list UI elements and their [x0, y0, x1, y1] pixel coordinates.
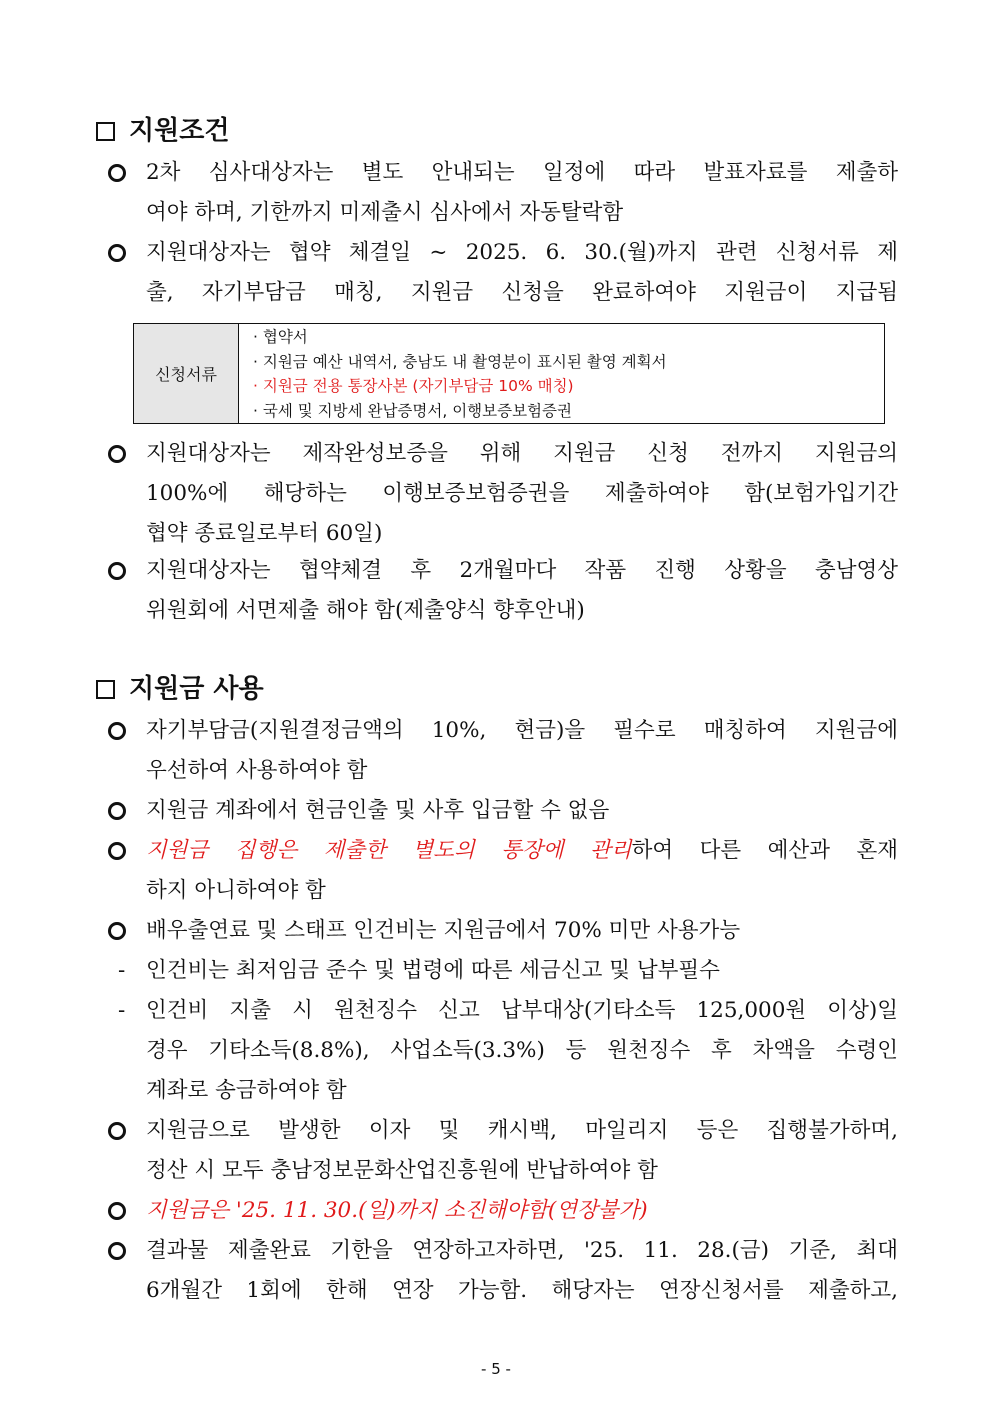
circle-bullet-icon	[108, 922, 126, 940]
circle-bullet-icon	[108, 802, 126, 820]
dash-bullet-icon: -	[118, 958, 126, 983]
condition-item-3: 지원대상자는 제작완성보증을 위해 지원금 신청 전까지 지원금의 100%에 해당하는 이행보증보험증권을 제출하여야 함(보험가입기간 협약 종료일로부터 60일)	[108, 434, 898, 554]
section-title-usage: 지원금 사용	[96, 672, 264, 706]
usage-item-3: 지원금 집행은 제출한 별도의 통장에 관리하여 다른 예산과 혼재 하지 아니하여야 함	[108, 831, 898, 911]
highlighted-text: 지원금은 '25. 11. 30.(일)까지 소진해야함(연장불가)	[146, 1198, 648, 1223]
doc-item: · 지원금 예산 내역서, 충남도 내 촬영분이 표시된 촬영 계획서	[253, 352, 667, 371]
circle-bullet-icon	[108, 722, 126, 740]
page-number: - 5 -	[481, 1360, 511, 1378]
section-title-conditions: 지원조건	[96, 114, 229, 148]
circle-bullet-icon	[108, 445, 126, 463]
doc-item-highlighted: · 지원금 전용 통장사본 (자기부담금 10% 매칭)	[253, 377, 574, 395]
usage-item-7: 결과물 제출완료 기한을 연장하고자하면, '25. 11. 28.(금) 기준, 최대 6개월간 1회에 한해 연장 가능함. 해당자는 연장신청서를 제출하고,	[108, 1231, 898, 1311]
usage-item-1: 자기부담금(지원결정금액의 10%, 현금)을 필수로 매칭하여 지원금에 우선하여 사용하여야 함	[108, 711, 898, 791]
circle-bullet-icon	[108, 562, 126, 580]
doc-item: · 협약서	[253, 328, 308, 346]
circle-bullet-icon	[108, 164, 126, 182]
usage-item-6	[108, 1191, 898, 1231]
circle-bullet-icon	[108, 1202, 126, 1220]
doc-item: · 국세 및 지방세 완납증명서, 이행보증보험증권	[253, 401, 572, 420]
checkbox-square-icon	[96, 680, 115, 699]
highlighted-text: 지원금 집행은 제출한 별도의 통장에 관리	[146, 838, 632, 863]
condition-item-2: 지원대상자는 협약 체결일 ~ 2025. 6. 30.(월)까지 관련 신청서류 제 출, 자기부담금 매칭, 지원금 신청을 완료하여야 지원금이 지급됨	[108, 233, 898, 313]
condition-item-4: 지원대상자는 협약체결 후 2개월마다 작품 진행 상황을 충남영상 위원회에 서면제출 해야 함(제출양식 향후안내)	[108, 551, 898, 631]
circle-bullet-icon	[108, 842, 126, 860]
dash-bullet-icon: -	[118, 998, 126, 1023]
condition-item-1: 2차 심사대상자는 별도 안내되는 일정에 따라 발표자료를 제출하 여야 하며, 기한까지 미제출시 심사에서 자동탈락함	[108, 153, 898, 233]
usage-item-2: 지원금 계좌에서 현금인출 및 사후 입금할 수 없음	[108, 791, 898, 831]
usage-subitem-2: - 인건비 지출 시 원천징수 신고 납부대상(기타소득 125,000원 이상)일 경우 기타소득(8.8%), 사업소득(3.3%) 등 원천징수 후 차액을 수령인 계좌로 송금하여야 함	[118, 991, 898, 1111]
table-header-cell: 신청서류	[134, 324, 239, 423]
table-items-cell	[239, 324, 667, 423]
checkbox-square-icon	[96, 122, 115, 141]
application-documents-table	[133, 323, 885, 424]
circle-bullet-icon	[108, 1242, 126, 1260]
usage-item-5: 지원금으로 발생한 이자 및 캐시백, 마일리지 등은 집행불가하며, 정산 시 모두 충남정보문화산업진흥원에 반납하여야 함	[108, 1111, 898, 1191]
circle-bullet-icon	[108, 244, 126, 262]
circle-bullet-icon	[108, 1122, 126, 1140]
usage-item-4: 배우출연료 및 스태프 인건비는 지원금에서 70% 미만 사용가능	[108, 911, 898, 951]
usage-subitem-1: - 인건비는 최저임금 준수 및 법령에 따른 세금신고 및 납부필수	[118, 951, 898, 991]
